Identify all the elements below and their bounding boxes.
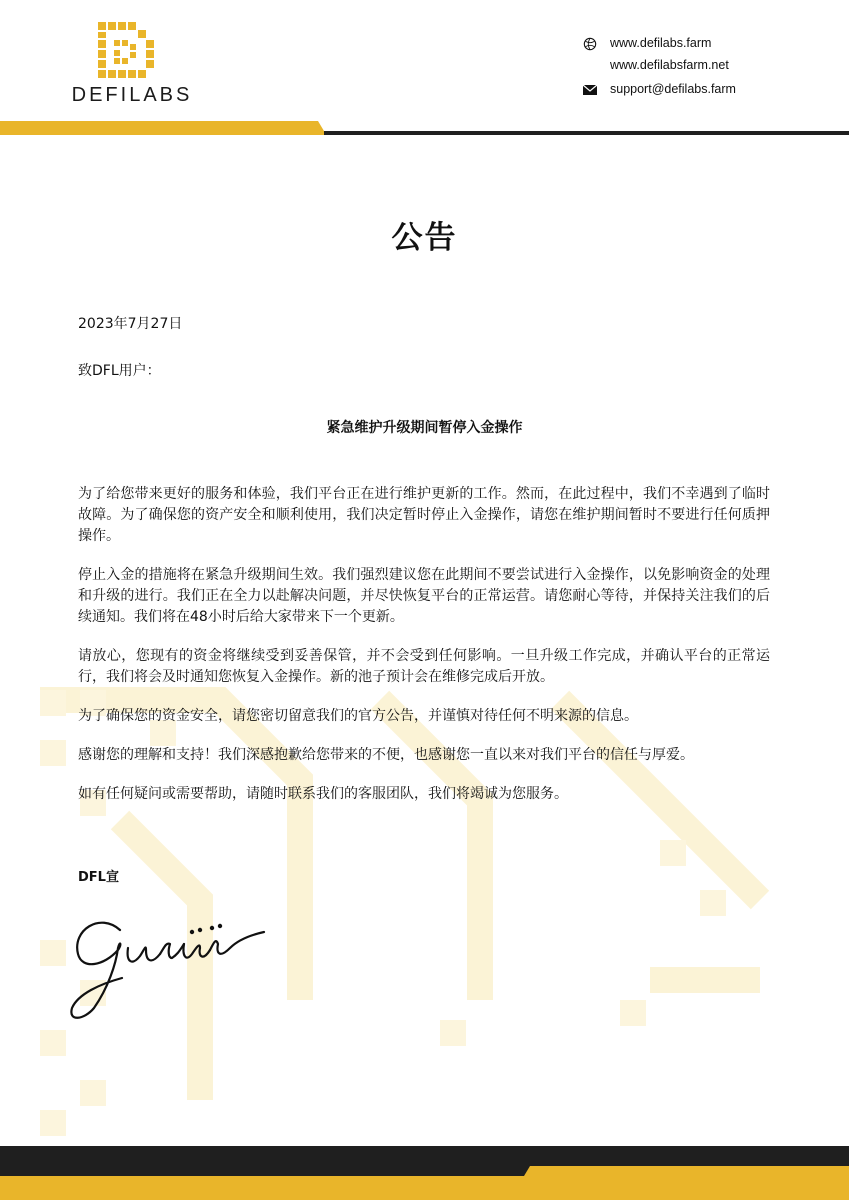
support-email[interactable] <box>582 80 736 98</box>
subject-heading: 紧急维护升级期间暂停入金操作 <box>326 420 523 436</box>
header-accent-bar <box>0 121 849 135</box>
website-primary[interactable] <box>582 34 736 52</box>
website-secondary[interactable] <box>582 56 736 74</box>
logo-wordmark: DEFILABS <box>71 84 193 106</box>
paragraph: 感谢您的理解和支持！我们深感抱歉给您带来的不便，也感谢您一直以来对我们平台的信任与厚爱。 <box>78 747 694 763</box>
document-date: 2023年7月27日 <box>78 316 183 332</box>
globe-icon <box>582 37 598 51</box>
paragraph: 如有任何疑问或需要帮助，请随时联系我们的客服团队，我们将竭诚为您服务。 <box>78 786 568 802</box>
paragraph: 请放心，您现有的资金将继续受到妥善保管，并不会受到任何影响。一旦升级工作完成，并确认平台的正常运行，我们将会及时通知您恢复入金操作。新的池子预计会在维修完成后开放。 <box>78 648 770 685</box>
support-email-text: support@defilabs.farm <box>610 82 736 96</box>
paragraph: 为了给您带来更好的服务和体验，我们平台正在进行维护更新的工作。然而，在此过程中，我们不幸遇到了临时故障。为了确保您的资产安全和顺利使用，我们决定暂时停止入金操作，请您在维护期间暂时不要进行任何质押操作。 <box>78 486 770 544</box>
footer-accent-bar <box>0 1146 849 1200</box>
paragraph: 停止入金的措施将在紧急升级期间生效。我们强烈建议您在此期间不要尝试进行入金操作，以免影响资金的处理和升级的进行。我们正在全力以赴解决问题，并尽快恢复平台的正常运营。请您耐心等待，并保持关注我们的后续通知。我们将在48小时后给大家带来下一个更新。 <box>78 567 770 625</box>
website-primary-text: www.defilabs.farm <box>610 36 712 50</box>
envelope-icon <box>582 83 598 97</box>
defilabs-logo <box>62 20 202 112</box>
website-secondary-text: www.defilabsfarm.net <box>610 58 729 72</box>
salutation: 致DFL用户： <box>78 363 161 379</box>
paragraph: 为了确保您的资金安全，请您密切留意我们的官方公告，并谨慎对待任何不明来源的信息。 <box>78 708 638 724</box>
logo-mark-icon <box>96 20 156 80</box>
sender-name: DFL宣 <box>78 870 119 885</box>
contact-info <box>582 34 736 98</box>
page-title: 公告 <box>391 220 458 256</box>
announcement-body <box>78 484 770 823</box>
handwritten-signature <box>60 892 290 1032</box>
